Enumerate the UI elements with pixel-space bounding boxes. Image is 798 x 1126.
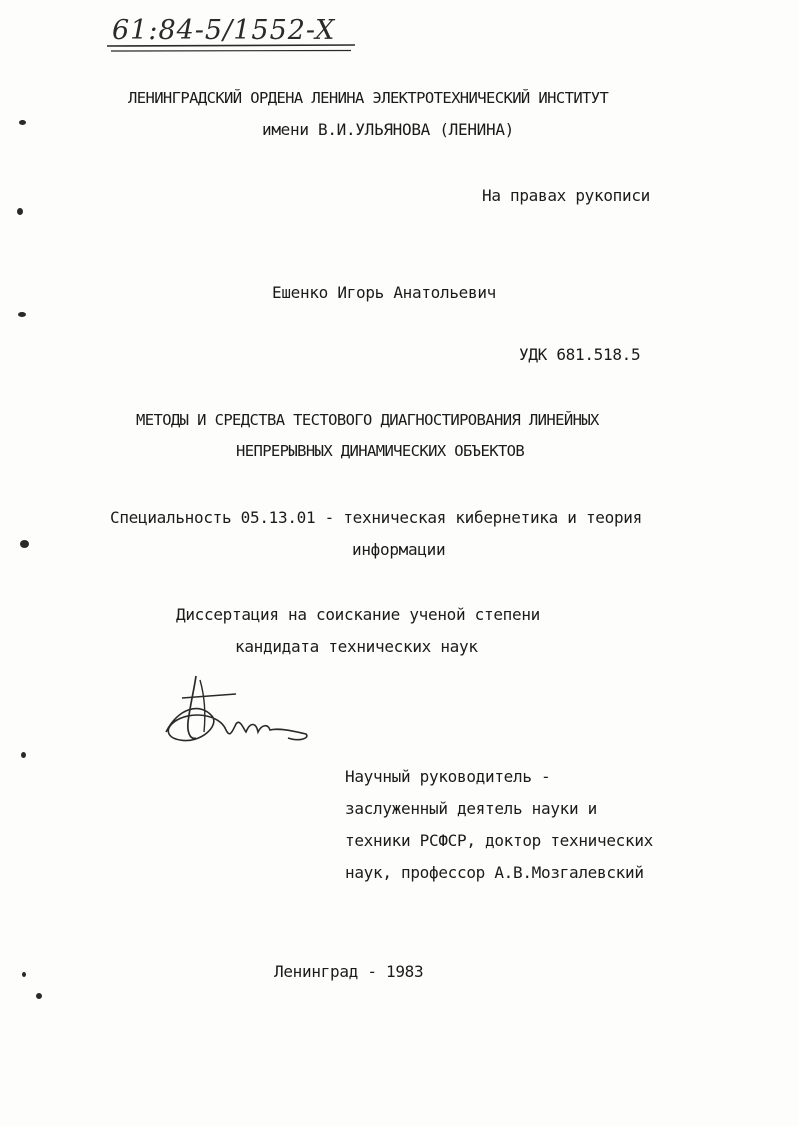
scan-mark — [17, 208, 23, 215]
scan-mark — [18, 312, 26, 317]
institute-name: ЛЕНИНГРАДСКИЙ ОРДЕНА ЛЕНИНА ЭЛЕКТРОТЕХНИЧЕСКИЙ ИНСТИТУТ — [128, 89, 609, 107]
advisor-title-line2: техники РСФСР, доктор технических — [345, 831, 653, 850]
advisor-name: наук, профессор А.В.Мозгалевский — [345, 863, 644, 882]
udc-code: УДК 681.518.5 — [519, 345, 641, 364]
specialty-line2: информации — [352, 540, 446, 559]
advisor-label: Научный руководитель - — [345, 767, 551, 786]
scan-mark — [36, 993, 42, 999]
author-name: Ешенко Игорь Анатольевич — [272, 283, 496, 302]
institute-name-line2: имени В.И.УЛЬЯНОВА (ЛЕНИНА) — [262, 120, 514, 139]
scan-mark — [20, 540, 29, 548]
scan-mark — [22, 972, 26, 977]
manuscript-rights: На правах рукописи — [482, 186, 650, 205]
dissertation-title-line2: НЕПРЕРЫВНЫХ ДИНАМИЧЕСКИХ ОБЪЕКТОВ — [236, 442, 525, 460]
advisor-title: заслуженный деятель науки и — [345, 799, 597, 818]
author-signature — [160, 672, 310, 752]
archive-code: 61:84-5/1552-X — [112, 15, 336, 46]
degree-statement: Диссертация на соискание ученой степени — [176, 605, 540, 624]
scan-mark — [21, 752, 26, 758]
scan-mark — [19, 120, 26, 125]
degree-statement-line2: кандидата технических наук — [235, 637, 478, 656]
specialty: Специальность 05.13.01 - техническая кибернетика и теория — [110, 508, 642, 527]
city-year: Ленинград - 1983 — [274, 962, 424, 981]
dissertation-title: МЕТОДЫ И СРЕДСТВА ТЕСТОВОГО ДИАГНОСТИРОВАНИЯ ЛИНЕЙНЫХ — [136, 411, 599, 429]
